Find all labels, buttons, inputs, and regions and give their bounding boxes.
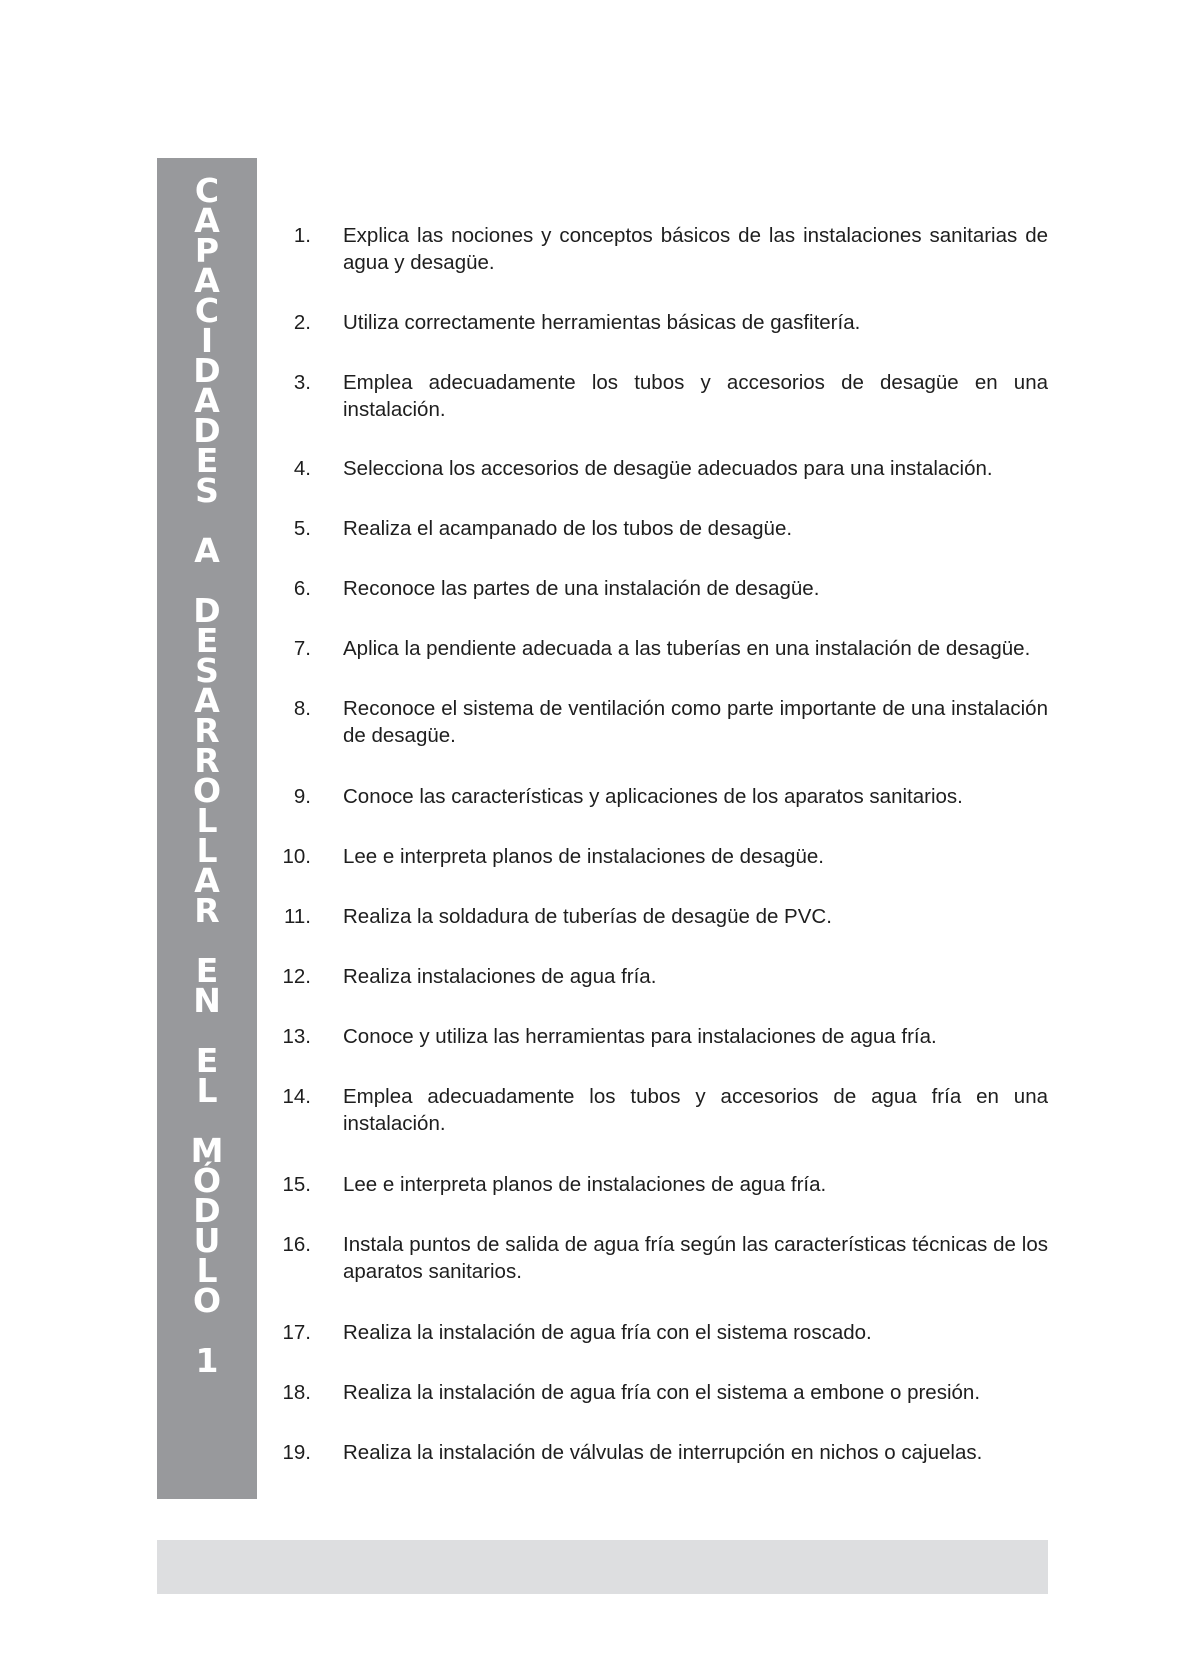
title-letter: L	[196, 801, 218, 840]
list-item-text: Utiliza correctamente herramientas básicas de gasfitería.	[343, 311, 861, 334]
list-item-text: Realiza la instalación de agua fría con el sistema a embone o presión.	[343, 1381, 981, 1404]
title-letter: E	[195, 1041, 219, 1080]
title-letter: L	[196, 1251, 218, 1290]
sidebar-band	[157, 158, 257, 1499]
title-letter: D	[193, 1191, 221, 1230]
title-letter: R	[194, 741, 220, 780]
title-letter: C	[194, 291, 220, 330]
list-item-number: 1.	[293, 224, 311, 247]
list-item-text: Conoce las características y aplicaciones de los aparatos sanitarios.	[343, 785, 963, 808]
list-item-text: Reconoce el sistema de ventilación como parte importante de una instalación de desagüe.	[343, 697, 1048, 747]
title-letter: D	[193, 351, 221, 390]
list-item-number: 18.	[282, 1381, 311, 1404]
title-letter: A	[194, 681, 220, 720]
list-item-text: Emplea adecuadamente los tubos y accesorios de desagüe en una instalación.	[343, 371, 1048, 421]
title-letter: D	[193, 591, 221, 630]
list-item-text: Realiza la soldadura de tuberías de desagüe de PVC.	[343, 905, 832, 928]
title-letter: S	[195, 651, 219, 690]
list-item-number: 3.	[293, 371, 311, 394]
list-item-number: 19.	[282, 1441, 311, 1464]
list-item-number: 5.	[293, 517, 311, 540]
list-item-text: Lee e interpreta planos de instalaciones de agua fría.	[343, 1173, 827, 1196]
list-item-number: 9.	[293, 785, 311, 808]
list-item-text: Instala puntos de salida de agua fría según las características técnicas de los aparatos sanitarios.	[343, 1233, 1048, 1283]
list-item-number: 7.	[293, 637, 311, 660]
title-letter: E	[195, 621, 219, 660]
title-letter: I	[200, 321, 214, 360]
title-letter: P	[194, 231, 220, 270]
title-letter: Ó	[192, 1161, 222, 1200]
list-item-number: 8.	[293, 697, 311, 720]
list-item-text: Aplica la pendiente adecuada a las tuberías en una instalación de desagüe.	[343, 637, 1031, 660]
list-item-number: 6.	[293, 577, 311, 600]
title-letter: O	[192, 771, 222, 810]
title-letter: D	[193, 411, 221, 450]
list-item-text: Explica las nociones y conceptos básicos de las instalaciones sanitarias de agua y desagüe.	[343, 224, 1048, 274]
title-letter: A	[194, 261, 220, 300]
list-item-number: 11.	[284, 905, 311, 928]
title-letter: L	[196, 831, 218, 870]
list-item-text: Realiza el acampanado de los tubos de desagüe.	[343, 517, 793, 540]
list-item-number: 16.	[282, 1233, 311, 1256]
list-item-text: Realiza instalaciones de agua fría.	[343, 965, 657, 988]
title-letter: S	[195, 471, 219, 510]
title-letter: R	[194, 711, 220, 750]
title-letter: N	[193, 981, 221, 1020]
title-letter: U	[193, 1221, 221, 1260]
title-letter: L	[196, 1071, 218, 1110]
title-letter: O	[192, 1281, 222, 1320]
title-letter: M	[190, 1131, 224, 1170]
list-item-text: Reconoce las partes de una instalación de desagüe.	[343, 577, 820, 600]
list-item-number: 2.	[293, 311, 311, 334]
list-item-number: 13.	[282, 1025, 311, 1048]
title-letter: A	[194, 531, 220, 570]
vertical-module-title	[157, 171, 257, 1380]
list-item-number: 10.	[282, 845, 311, 868]
title-letter: R	[194, 891, 220, 930]
list-item-text: Emplea adecuadamente los tubos y accesorios de agua fría en una instalación.	[343, 1085, 1048, 1135]
list-item-text: Realiza la instalación de válvulas de interrupción en nichos o cajuelas.	[343, 1441, 983, 1464]
list-item-text: Selecciona los accesorios de desagüe adecuados para una instalación.	[343, 457, 993, 480]
list-item-text: Realiza la instalación de agua fría con el sistema roscado.	[343, 1321, 872, 1344]
title-letter: A	[194, 381, 220, 420]
list-item-number: 12.	[282, 965, 311, 988]
list-item-text: Lee e interpreta planos de instalaciones de desagüe.	[343, 845, 824, 868]
list-item-number: 17.	[282, 1321, 311, 1344]
list-item-number: 15.	[282, 1173, 311, 1196]
footer-band	[157, 1540, 1048, 1594]
list-item-number: 4.	[293, 457, 311, 480]
title-letter: E	[195, 951, 219, 990]
title-letter: A	[194, 201, 220, 240]
title-letter: E	[195, 441, 219, 480]
title-letter: C	[194, 171, 220, 210]
list-item-number: 14.	[282, 1085, 311, 1108]
title-letter: A	[194, 861, 220, 900]
title-letter: 1	[195, 1341, 219, 1380]
list-item-text: Conoce y utiliza las herramientas para instalaciones de agua fría.	[343, 1025, 937, 1048]
